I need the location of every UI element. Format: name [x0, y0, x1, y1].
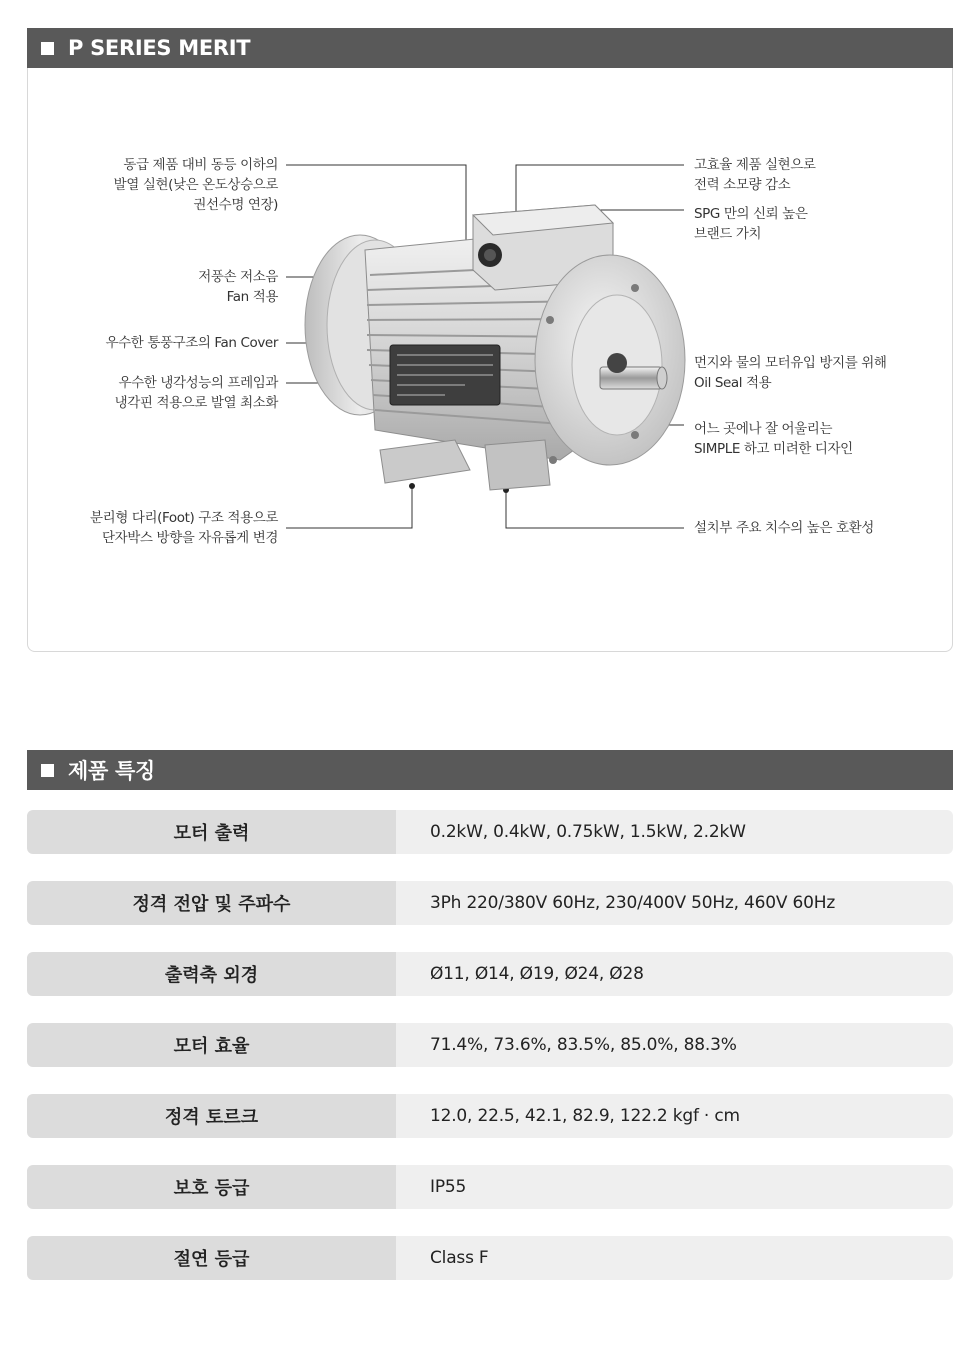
spec-label: 모터 출력: [27, 810, 396, 854]
spec-row-voltage-frequency: [27, 881, 953, 925]
spec-label: 출력축 외경: [27, 952, 396, 996]
spec-label: 절연 등급: [27, 1236, 396, 1280]
callout-detachable-foot: 분리형 다리(Foot) 구조 적용으로 단자박스 방향을 자유롭게 변경: [90, 510, 278, 546]
callout-high-efficiency: 고효율 제품 실현으로 전력 소모량 감소: [694, 157, 816, 193]
spec-value: 3Ph 220/380V 60Hz, 230/400V 50Hz, 460V 60Hz: [396, 881, 953, 925]
callout-low-heat: 동급 제품 대비 동등 이하의 발열 실현(낮은 온도상승으로 권선수명 연장): [113, 157, 278, 213]
spec-row-shaft-diameter: [27, 952, 953, 996]
spec-row-protection-class: [27, 1165, 953, 1209]
motor-illustration: [295, 195, 690, 505]
square-bullet-icon: [41, 764, 54, 777]
spec-label: 보호 등급: [27, 1165, 396, 1209]
spec-value: 0.2kW, 0.4kW, 0.75kW, 1.5kW, 2.2kW: [396, 810, 953, 854]
spec-label: 정격 전압 및 주파수: [27, 881, 396, 925]
spec-label: 모터 효율: [27, 1023, 396, 1067]
callout-cooling-frame: 우수한 냉각성능의 프레임과 냉각핀 적용으로 발열 최소화: [114, 375, 278, 411]
spec-value: 71.4%, 73.6%, 83.5%, 85.0%, 88.3%: [396, 1023, 953, 1067]
callout-brand-value: SPG 만의 신뢰 높은 브랜드 가치: [694, 206, 808, 242]
features-section-header: [27, 750, 953, 790]
callout-oil-seal: 먼지와 물의 모터유입 방지를 위해 Oil Seal 적용: [694, 355, 887, 391]
spec-row-rated-torque: [27, 1094, 953, 1138]
spec-value: IP55: [396, 1165, 953, 1209]
merit-title: P SERIES MERIT: [68, 36, 251, 60]
callout-simple-design: 어느 곳에나 잘 어울리는 SIMPLE 하고 미려한 디자인: [694, 421, 853, 457]
spec-label: 정격 토르크: [27, 1094, 396, 1138]
spec-value: Class F: [396, 1236, 953, 1280]
spec-value: 12.0, 22.5, 42.1, 82.9, 122.2 kgf · cm: [396, 1094, 953, 1138]
callout-low-noise-fan: 저풍손 저소음 Fan 적용: [198, 269, 278, 305]
callout-fan-cover: 우수한 통풍구조의 Fan Cover: [105, 335, 278, 351]
features-title: 제품 특징: [68, 759, 155, 783]
spec-row-insulation-class: [27, 1236, 953, 1280]
spec-value: Ø11, Ø14, Ø19, Ø24, Ø28: [396, 952, 953, 996]
spec-row-efficiency: [27, 1023, 953, 1067]
callout-compatibility: 설치부 주요 치수의 높은 호환성: [694, 520, 874, 536]
spec-row-motor-output: [27, 810, 953, 854]
